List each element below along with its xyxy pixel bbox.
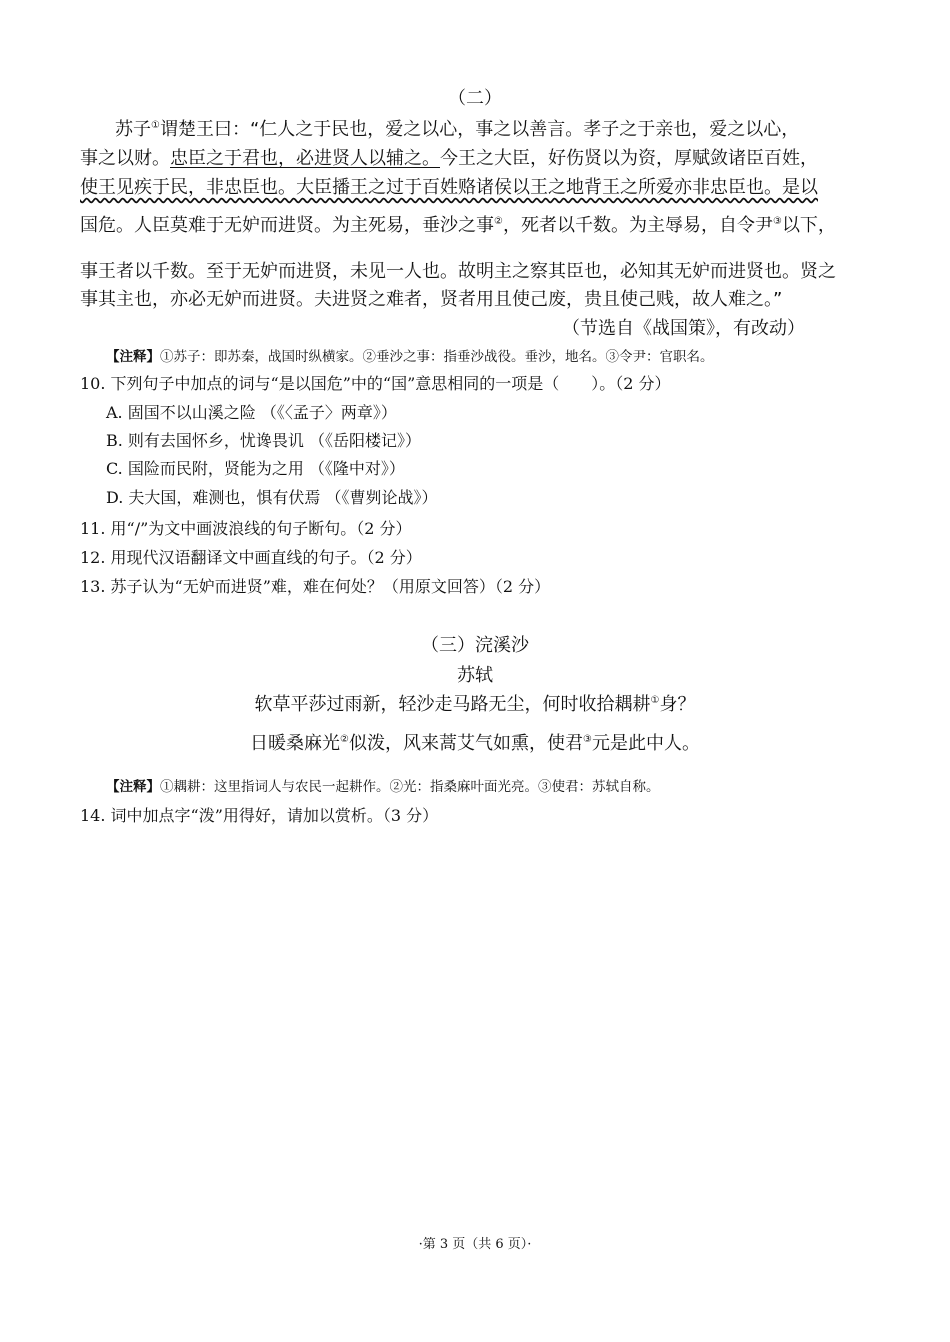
passage-line-4 [80,211,836,237]
poem-text: 日暖桑麻光 [250,733,341,754]
poem-text: 似泼，风来蒿艾气如熏，使君 [349,733,583,754]
passage-source: （节选自《战国策》，有改动） [562,318,805,339]
footnote-marker: ③ [772,216,782,227]
footnote-marker: ② [340,734,349,745]
footnote-marker: ③ [583,734,592,745]
footnote-marker: ② [494,216,503,227]
underlined-sentence: 忠臣之于君也，必进贤人以辅之。 [170,148,440,169]
annotation-label: 【注释】 [106,349,160,365]
passage-line-6: 事其主也，亦必无妒而进贤。夫进贤之难者，贤者用且使己废，贵且使己贱，故人难之。” [80,289,783,310]
passage-text: 苏子 [115,119,151,140]
passage-text: 以下， [781,215,836,236]
question-10-option-b: B. 则有去国怀乡，忧谗畏讥 （《岳阳楼记》） [106,431,422,450]
question-10: 10. 下列句子中加点的词与“是以国危”中的“国”意思相同的一项是（ ）。（2 分） [80,374,671,393]
passage-text: 今王之大臣，好伤贤以为资，厚赋敛诸臣百姓， [440,148,818,169]
question-11: 11. 用“/”为文中画波浪线的句子断句。（2 分） [80,519,412,538]
passage-text: 事之以财。 [80,148,170,169]
page-footer: ·第 3 页（共 6 页）· [418,1237,532,1252]
question-10-option-d: D. 夫大国，难测也，惧有伏焉 （《曹刿论战》） [106,488,438,507]
question-10-option-a: A. 固国不以山溪之险 （《〈孟子〉两章》） [106,403,397,422]
annotation-text: ①苏子：即苏秦，战国时纵横家。②垂沙之事：指垂沙战役。垂沙，地名。③令尹：官职名。 [160,349,714,365]
footnote-marker: ① [151,120,160,131]
section3-heading: （三）浣溪沙 [421,635,529,656]
annotation-text: ①耦耕：这里指词人与农民一起耕作。②光：指桑麻叶面光亮。③使君：苏轼自称。 [160,779,660,795]
passage-line-3 [80,173,818,199]
passage-line-5: 事王者以千数。至于无妒而进贤，未见一人也。故明主之察其臣也，必知其无妒而进贤也。贤之 [80,261,836,282]
passage-text: 谓楚王曰：“仁人之于民也，爱之以心，事之以善言。孝子之于亲也，爱之以心， [159,119,800,140]
annotation-label: 【注释】 [106,779,160,795]
passage-line-1 [115,115,799,141]
annotation [106,775,660,795]
section2-heading: （二） [448,88,502,109]
wavy-underlined-sentence: 使王见疾于民，非忠臣也。大臣播王之过于百姓赂诸侯以王之地背王之所爱亦非忠臣也。是以 [80,177,818,198]
poem-author: 苏轼 [457,665,493,686]
footnote-marker: ① [650,695,660,706]
poem-text: 软草平莎过雨新，轻沙走马路无尘，何时收拾耦耕 [254,694,651,715]
question-14: 14. 词中加点字“泼”用得好，请加以赏析。（3 分） [80,806,439,825]
poem-line-1 [0,690,950,716]
poem-line-2 [0,729,950,755]
poem-text: 元是此中人。 [591,733,700,754]
question-10-option-c: C. 国险而民附，贤能为之用 （《隆中对》） [106,459,405,478]
question-12: 12. 用现代汉语翻译文中画直线的句子。（2 分） [80,548,422,567]
annotation [106,345,714,365]
passage-text: 国危。人臣莫难于无妒而进贤。为主死易，垂沙之事 [80,215,494,236]
passage-line-2 [80,144,818,170]
question-13: 13. 苏子认为“无妒而进贤”难，难在何处？（用原文回答）（2 分） [80,577,551,596]
poem-text: 身？ [659,694,696,715]
passage-text: ，死者以千数。为主辱易，自令尹 [502,215,773,236]
